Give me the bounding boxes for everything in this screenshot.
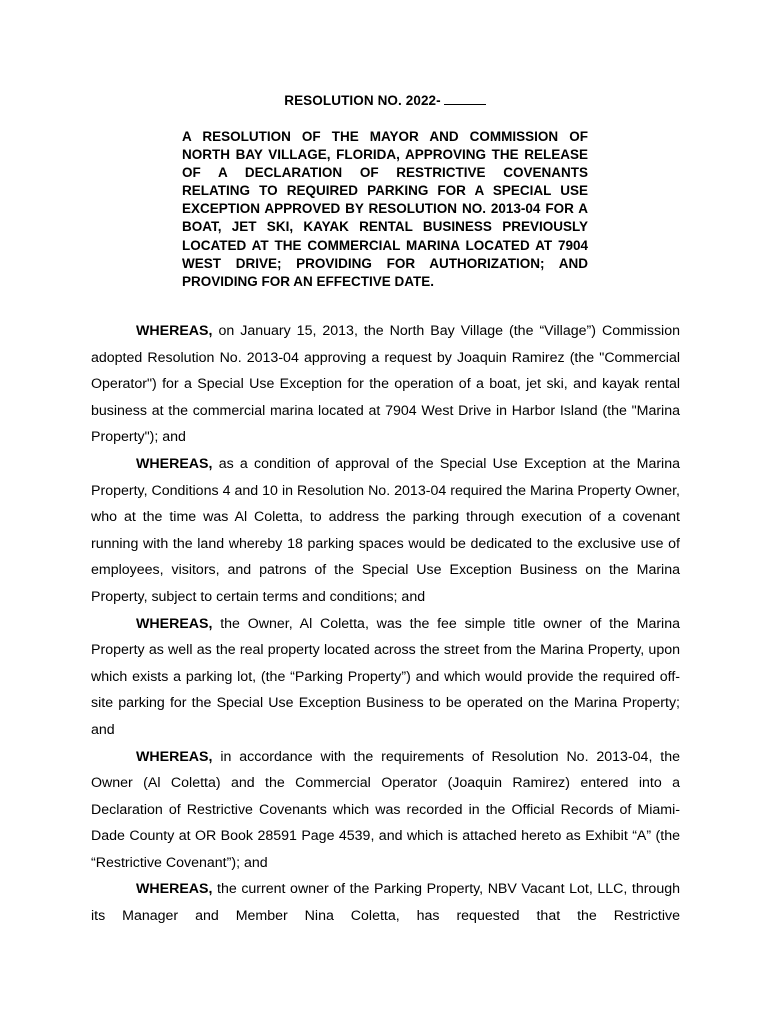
whereas-paragraph [91, 611, 680, 744]
whereas-text: in accordance with the requirements of Resolution No. 2013-04, the Owner (Al Coletta) and the Commercial Operator (Joaquin Ramirez) entered into a Declaration of Restrictive Covenants which was recorded in the Official Records of Miami-Dade County at OR Book 28591 Page 4539, and which is attached hereto as Exhibit “A” (the “Restrictive Covenant”); and [91, 748, 680, 871]
whereas-paragraph [91, 744, 680, 877]
resolution-title [0, 93, 770, 108]
document-body [91, 318, 680, 930]
whereas-paragraph [91, 451, 680, 611]
resolution-title-text: RESOLUTION NO. 2022- [284, 93, 441, 108]
whereas-lead: WHEREAS, [136, 748, 213, 765]
whereas-lead: WHEREAS, [136, 881, 213, 898]
whereas-text: the Owner, Al Coletta, was the fee simple title owner of the Marina Property as well as the real property located across the street from the Marina Property, upon which exists a parking lot, (the “Parking Property”) and which would provide the required off-site parking for the Special Use Exception Business to be operated on the Marina Property; and [91, 615, 680, 738]
whereas-lead: WHEREAS, [136, 615, 213, 632]
whereas-paragraph [91, 876, 680, 929]
resolution-caption: A RESOLUTION OF THE MAYOR AND COMMISSION OF NORTH BAY VILLAGE, FLORIDA, APPROVING THE RELEASE OF A DECLARATION OF RESTRICTIVE COVENANTS RELATING TO REQUIRED PARKING FOR A SPECIAL USE EXCEPTION APPROVED BY RESOLUTION NO. 2013-04 FOR A BOAT, JET SKI, KAYAK RENTAL BUSINESS PREVIOUSLY LOCATED AT THE COMMERCIAL MARINA LOCATED AT 7904 WEST DRIVE; PROVIDING FOR AUTHORIZATION; AND PROVIDING FOR AN EFFECTIVE DATE. [182, 129, 588, 289]
whereas-paragraph [91, 318, 680, 451]
whereas-text: the current owner of the Parking Property, NBV Vacant Lot, LLC, through its Manager and Member Nina Coletta, has requested that the Restrictive [91, 881, 680, 925]
whereas-text: on January 15, 2013, the North Bay Village (the “Village”) Commission adopted Resolution No. 2013-04 approving a request by Joaquin Ramirez (the "Commercial Operator") for a Special Use Exception for the operation of a boat, jet ski, and kayak rental business at the commercial marina located at 7904 West Drive in Harbor Island (the "Marina Property"); and [91, 323, 680, 446]
whereas-lead: WHEREAS, [136, 455, 213, 472]
resolution-number-blank [444, 94, 486, 105]
whereas-lead: WHEREAS, [136, 323, 213, 339]
whereas-text: as a condition of approval of the Special Use Exception at the Marina Property, Conditions 4 and 10 in Resolution No. 2013-04 required the Marina Property Owner, who at the time was Al Coletta, to address the parking through execution of a covenant running with the land whereby 18 parking spaces would be dedicated to the exclusive use of employees, visitors, and patrons of the Special Use Exception Business on the Marina Property, subject to certain terms and conditions; and [91, 455, 680, 605]
